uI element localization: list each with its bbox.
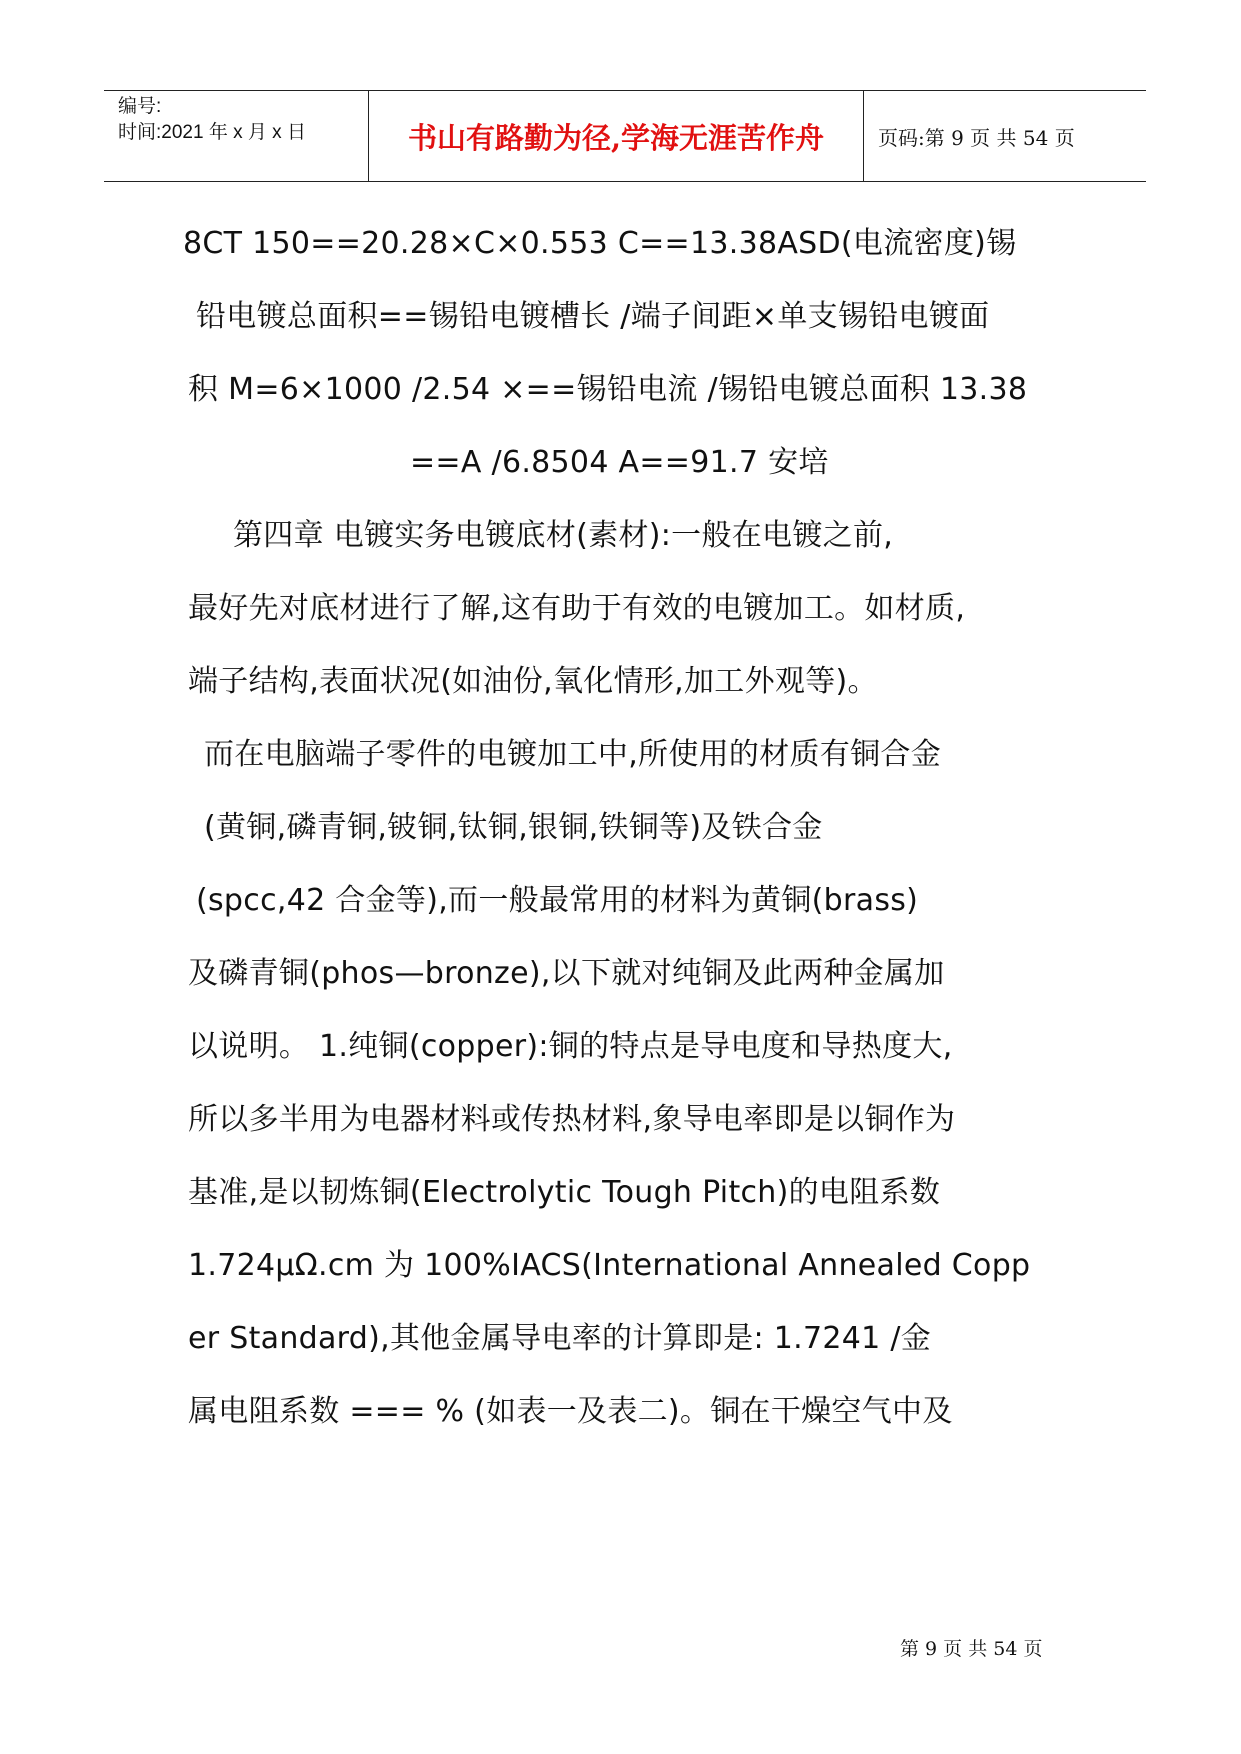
- body-line: (黄铜,磷青铜,铍铜,钛铜,银铜,铁铜等)及铁合金: [204, 810, 823, 845]
- body-line: 而在电脑端子零件的电镀加工中,所使用的材质有铜合金: [204, 737, 942, 772]
- body-line: 1.724μΩ.cm 为 100%IACS(International Annealed Copp: [188, 1248, 1031, 1283]
- body-line: (spcc,42 合金等),而一般最常用的材料为黄铜(brass): [196, 883, 919, 918]
- body-line: 8CT 150==20.28×C×0.553 C==13.38ASD(电流密度)锡: [183, 226, 1017, 261]
- header-motto: 书山有路勤为径,学海无涯苦作舟: [369, 91, 864, 181]
- body-line: er Standard),其他金属导电率的计算即是: 1.7241 /金: [188, 1321, 932, 1356]
- body-line: 基准,是以韧炼铜(Electrolytic Tough Pitch)的电阻系数: [188, 1175, 941, 1210]
- body-line: 及磷青铜(phos—bronze),以下就对纯铜及此两种金属加: [188, 956, 945, 991]
- page-header-table: [104, 90, 1146, 182]
- header-info-cell: [104, 91, 369, 181]
- body-line: 以说明。 1.纯铜(copper):铜的特点是导电度和导热度大,: [188, 1029, 953, 1064]
- document-number-label: 编号:: [118, 96, 162, 117]
- body-line: ==A /6.8504 A==91.7 安培: [410, 445, 829, 480]
- header-page-code: 页码:第 9 页 共 54 页: [878, 125, 1075, 150]
- body-line: 端子结构,表面状况(如油份,氧化情形,加工外观等)。: [188, 664, 878, 699]
- body-line: 铅电镀总面积==锡铅电镀槽长 /端子间距×单支锡铅电镀面: [196, 299, 990, 334]
- body-line: 所以多半用为电器材料或传热材料,象导电率即是以铜作为: [188, 1102, 956, 1137]
- document-time-label: 时间:2021 年 x 月 x 日: [118, 122, 306, 143]
- body-line: 第四章 电镀实务电镀底材(素材):一般在电镀之前,: [233, 518, 894, 553]
- body-line: 最好先对底材进行了解,这有助于有效的电镀加工。如材质,: [188, 591, 966, 626]
- body-line: 属电阻系数 === % (如表一及表二)。铜在干燥空气中及: [188, 1394, 953, 1429]
- page-footer: 第 9 页 共 54 页: [900, 1638, 1043, 1660]
- body-line: 积 M=6×1000 /2.54 ×==锡铅电流 /锡铅电镀总面积 13.38: [188, 372, 1028, 407]
